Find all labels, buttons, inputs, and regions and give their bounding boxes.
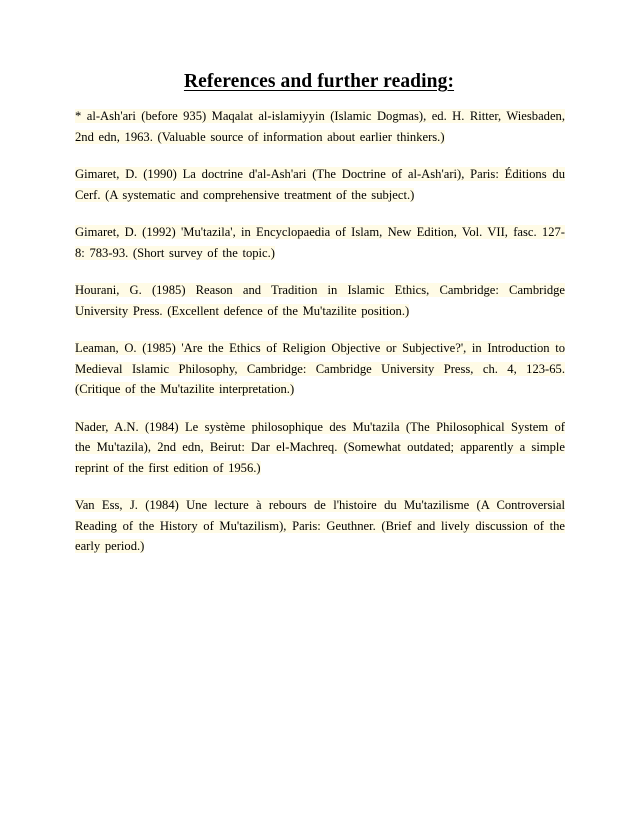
reference-text: Gimaret, D. (1992) 'Mu'tazila', in Encyclopaedia of Islam, New Edition, Vol. VII, fasc. 127-8: 783-93. (Short survey of the topic.) bbox=[75, 225, 565, 260]
reference-item bbox=[75, 417, 565, 479]
reference-text: Nader, A.N. (1984) Le système philosophique des Mu'tazila (The Philosophical System of the Mu'tazila), 2nd edn, Beirut: Dar el-Machreq. (Somewhat outdated; apparently a simple reprint of the first edition of 1956.) bbox=[75, 419, 565, 475]
reference-list bbox=[75, 106, 565, 574]
reference-item bbox=[75, 495, 565, 557]
reference-item bbox=[75, 164, 565, 205]
page-title: References and further reading: bbox=[183, 71, 455, 92]
reference-text: * al-Ash'ari (before 935) Maqalat al-islamiyyin (Islamic Dogmas), ed. H. Ritter, Wiesbaden, 2nd edn, 1963. (Valuable source of information about earlier thinkers.) bbox=[75, 109, 565, 144]
reference-item bbox=[75, 222, 565, 263]
reference-item bbox=[75, 280, 565, 321]
reference-text: Van Ess, J. (1984) Une lecture à rebours de l'histoire du Mu'tazilisme (A Controversial Reading of the History of Mu'tazilism), Paris: Geuthner. (Brief and lively discussion of the early period.) bbox=[75, 498, 565, 553]
reference-item bbox=[75, 338, 565, 400]
reference-text: Hourani, G. (1985) Reason and Tradition in Islamic Ethics, Cambridge: Cambridge University Press. (Excellent defence of the Mu'tazilite position.) bbox=[75, 283, 565, 318]
reference-text: Gimaret, D. (1990) La doctrine d'al-Ash'ari (The Doctrine of al-Ash'ari), Paris: Éditions du Cerf. (A systematic and comprehensive treatment of the subject.) bbox=[75, 167, 565, 202]
reference-item bbox=[75, 106, 565, 147]
reference-text: Leaman, O. (1985) 'Are the Ethics of Religion Objective or Subjective?', in Introduction to Medieval Islamic Philosophy, Cambridge: Cambridge University Press, ch. 4, 123-65. (Critique of the Mu'tazilite interpretation.) bbox=[75, 341, 565, 396]
